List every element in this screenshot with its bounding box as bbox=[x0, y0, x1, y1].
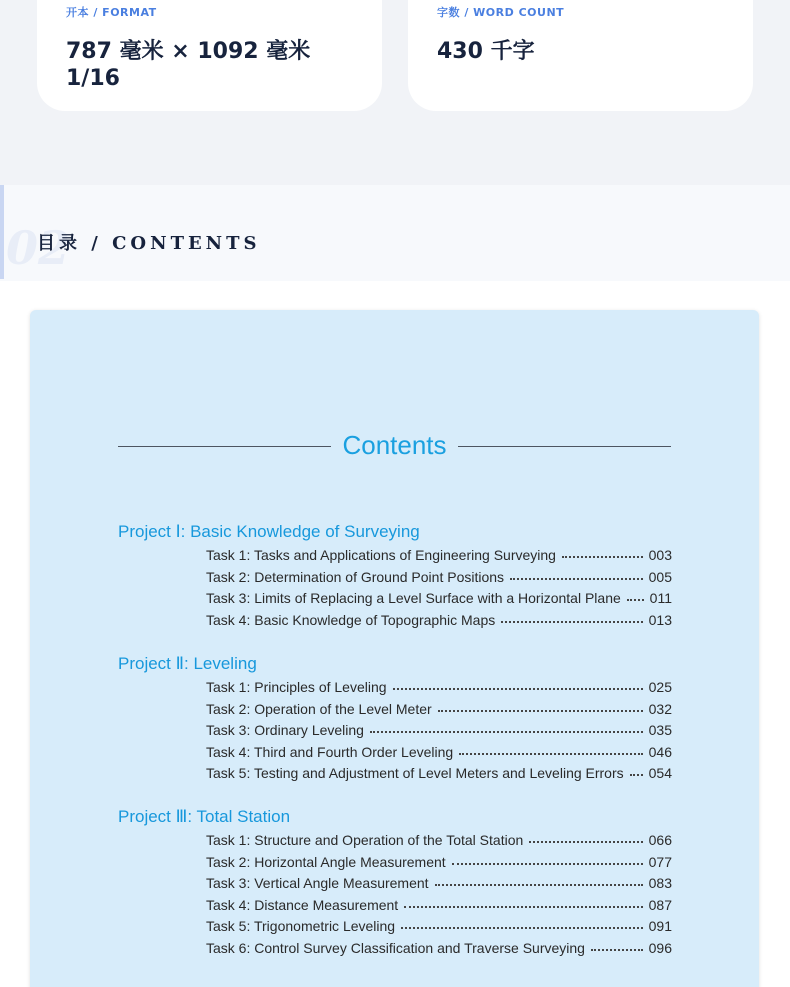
toc-entry bbox=[206, 740, 672, 760]
toc-entry bbox=[206, 914, 672, 934]
word-count-label: 字数 / WORD COUNT bbox=[437, 6, 565, 19]
toc-entry bbox=[206, 675, 672, 695]
toc-dot-leader bbox=[404, 906, 642, 908]
toc-page-number: 035 bbox=[648, 722, 672, 739]
toc-entry-title: Task 4: Third and Fourth Order Leveling bbox=[206, 743, 454, 760]
toc-dot-leader bbox=[459, 753, 642, 755]
toc-entry bbox=[206, 718, 672, 738]
toc-page-number: 083 bbox=[648, 875, 672, 892]
toc-dot-leader bbox=[591, 949, 643, 951]
toc-entry bbox=[206, 586, 672, 606]
toc-page-number: 077 bbox=[648, 853, 672, 870]
toc-entry bbox=[206, 608, 672, 628]
book-info-band bbox=[0, 0, 790, 185]
toc-entry-title: Task 5: Testing and Adjustment of Level Meters and Leveling Errors bbox=[206, 765, 624, 782]
toc-page-number: 087 bbox=[648, 896, 672, 913]
contents-page-image bbox=[30, 310, 759, 987]
heading-rule-right bbox=[458, 446, 671, 447]
toc-entry-title: Task 5: Trigonometric Leveling bbox=[206, 918, 396, 935]
toc-entry-title: Task 3: Vertical Angle Measurement bbox=[206, 875, 429, 892]
toc-page-number: 032 bbox=[648, 700, 672, 717]
toc-dot-leader bbox=[630, 774, 643, 776]
section-title: 目录 / CONTENTS bbox=[37, 233, 261, 254]
section-number: 02 bbox=[6, 221, 71, 275]
toc-dot-leader bbox=[401, 927, 643, 929]
toc-entry-title: Task 3: Limits of Replacing a Level Surface with a Horizontal Plane bbox=[206, 590, 621, 607]
toc-entry bbox=[206, 850, 672, 870]
toc-project-heading: Project Ⅱ: Leveling bbox=[118, 654, 257, 673]
toc-entry-title: Task 4: Basic Knowledge of Topographic Maps bbox=[206, 611, 496, 628]
toc-page-number: 066 bbox=[648, 832, 672, 848]
toc-entry-title: Task 1: Structure and Operation of the Total Station bbox=[206, 832, 524, 848]
toc-project-heading: Project Ⅰ: Basic Knowledge of Surveying bbox=[118, 522, 420, 541]
format-label: 开本 / FORMAT bbox=[66, 6, 157, 19]
toc-entry-title: Task 2: Operation of the Level Meter bbox=[206, 700, 432, 717]
toc-dot-leader bbox=[562, 556, 643, 558]
toc-entry-title: Task 1: Principles of Leveling bbox=[206, 679, 387, 695]
toc-page-number: 096 bbox=[648, 940, 672, 956]
contents-heading bbox=[118, 430, 671, 462]
toc-page-number: 025 bbox=[648, 679, 672, 695]
contents-title: Contents bbox=[342, 430, 447, 460]
toc-page-number: 003 bbox=[648, 547, 672, 563]
heading-rule-left bbox=[118, 446, 331, 447]
toc-entry-title: Task 4: Distance Measurement bbox=[206, 896, 399, 913]
toc-page-number: 054 bbox=[648, 765, 672, 782]
format-card bbox=[37, 0, 382, 111]
toc-page-number: 013 bbox=[648, 611, 672, 628]
toc-dot-leader bbox=[452, 863, 643, 865]
toc-dot-leader bbox=[435, 884, 643, 886]
toc-dot-leader bbox=[438, 710, 643, 712]
toc-dot-leader bbox=[510, 578, 643, 580]
toc-entry-title: Task 3: Ordinary Leveling bbox=[206, 722, 364, 739]
toc-entry bbox=[206, 565, 672, 585]
contents-section-header bbox=[0, 185, 790, 281]
format-value: 787 毫米 × 1092 毫米 1/16 bbox=[66, 39, 311, 91]
toc-entry bbox=[206, 697, 672, 717]
toc-entry bbox=[206, 543, 672, 563]
toc-dot-leader bbox=[529, 841, 642, 843]
toc-dot-leader bbox=[627, 599, 644, 601]
toc-dot-leader bbox=[501, 621, 642, 623]
toc-dot-leader bbox=[393, 688, 643, 690]
toc-entry bbox=[206, 828, 672, 848]
toc-entry-title: Task 1: Tasks and Applications of Engineering Surveying bbox=[206, 547, 556, 563]
toc-page-number: 011 bbox=[649, 590, 672, 607]
toc-page-number: 091 bbox=[648, 918, 672, 935]
word-count-value: 430 千字 bbox=[437, 39, 535, 64]
toc-entry bbox=[206, 761, 672, 781]
toc-project-heading: Project Ⅲ: Total Station bbox=[118, 807, 291, 826]
toc-page-number: 005 bbox=[648, 568, 672, 585]
toc-page-number: 046 bbox=[648, 743, 672, 760]
toc-entry-title: Task 2: Determination of Ground Point Positions bbox=[206, 568, 505, 585]
toc-dot-leader bbox=[370, 731, 643, 733]
word-count-card bbox=[408, 0, 753, 111]
section-accent-bar bbox=[0, 185, 4, 279]
toc-entry bbox=[206, 893, 672, 913]
toc-entry bbox=[206, 936, 672, 956]
toc-entry bbox=[206, 871, 672, 891]
toc-entry-title: Task 2: Horizontal Angle Measurement bbox=[206, 853, 446, 870]
toc-entry-title: Task 6: Control Survey Classification and Traverse Surveying bbox=[206, 940, 585, 956]
